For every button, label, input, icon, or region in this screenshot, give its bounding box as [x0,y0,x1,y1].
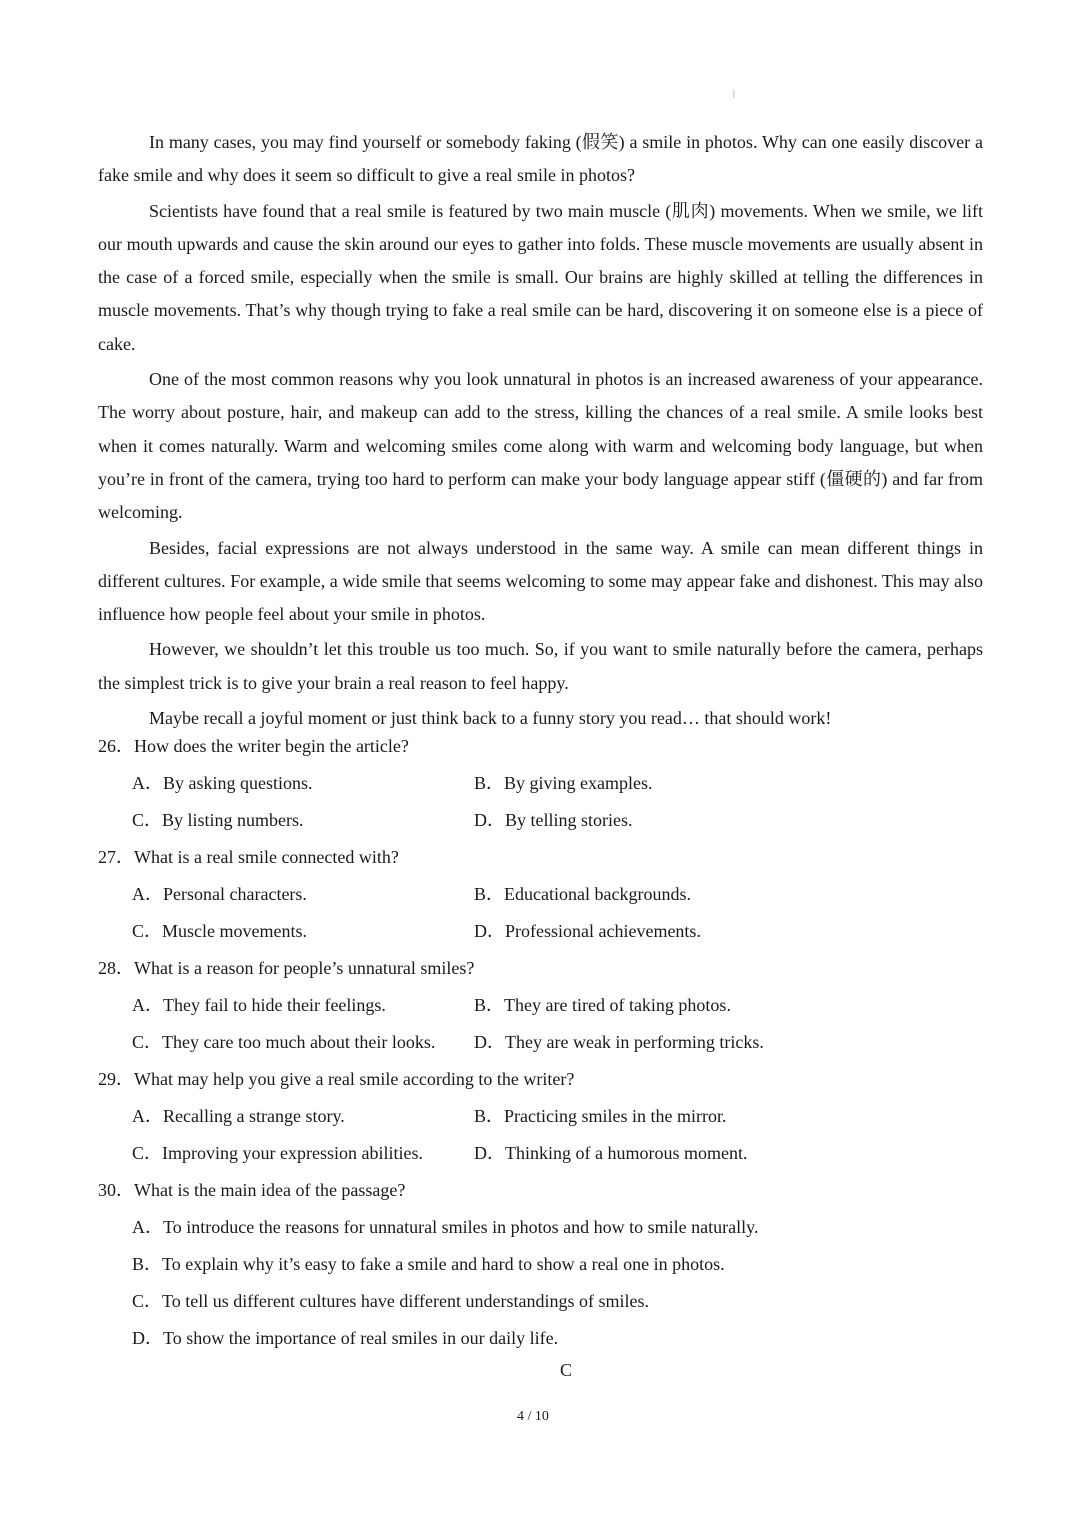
option-row [98,1024,983,1061]
option-a[interactable]: A．Personal characters. [132,884,307,904]
option-row [98,802,983,839]
option-b[interactable]: B．Practicing smiles in the mirror. [474,1106,727,1126]
option-row [98,1135,983,1172]
option-c[interactable]: C．By listing numbers. [132,810,304,830]
option-d[interactable]: D．To show the importance of real smiles in our daily life. [132,1328,559,1348]
question-26 [98,728,983,839]
option-d[interactable]: D．Thinking of a humorous moment. [474,1143,748,1163]
option-b[interactable]: B．They are tired of taking photos. [474,995,731,1015]
option-a[interactable]: A．Recalling a strange story. [132,1106,345,1126]
option-c[interactable]: C．Improving your expression abilities. [132,1143,423,1163]
question-stem: 30．What is the main idea of the passage? [98,1180,406,1200]
option-b[interactable]: B．To explain why it’s easy to fake a smile and hard to show a real one in photos. [132,1254,725,1274]
option-row [98,1098,983,1135]
option-b[interactable]: B．Educational backgrounds. [474,884,691,904]
section-heading: C [559,1360,572,1380]
option-d[interactable]: D．They are weak in performing tricks. [474,1032,764,1052]
question-29 [98,1061,983,1172]
option-a[interactable]: A．They fail to hide their feelings. [132,995,386,1015]
option-c[interactable]: C．They care too much about their looks. [132,1032,436,1052]
page-mark: | [733,88,735,98]
passage-paragraph-6: Maybe recall a joyful moment or just think back to a funny story you read… that should work! [149,708,832,729]
option-row [98,876,983,913]
question-stem: 29．What may help you give a real smile according to the writer? [98,1069,575,1089]
passage-paragraph-3: One of the most common reasons why you look unnatural in photos is an increased awareness of your appearance. The worry about posture, hair, and makeup can add to the stress, killing the chances of a real smile. A smile looks best when it comes naturally. Warm and welcoming smiles come along with warm and welcoming body language, but when you’re in front of the camera, trying too hard to perform can make your body language appear stiff (僵硬的) and far from welcoming. [98,369,983,523]
option-b[interactable]: B．By giving examples. [474,773,653,793]
option-d[interactable]: D．By telling stories. [474,810,633,830]
passage-paragraph-4: Besides, facial expressions are not always understood in the same way. A smile can mean different things in different cultures. For example, a wide smile that seems welcoming to some may appear fake and dishonest. This may also influence how people feel about your smile in photos. [98,537,983,625]
option-row [98,913,983,950]
reading-passage [98,126,983,737]
passage-paragraph-1: In many cases, you may find yourself or somebody faking (假笑) a smile in photos. Why can one easily discover a fake smile and why does it seem so difficult to give a real smile in photos? [98,132,983,186]
passage-paragraph-2: Scientists have found that a real smile is featured by two main muscle (肌肉) movements. When we smile, we lift our mouth upwards and cause the skin around our eyes to gather into folds. These muscle movements are usually absent in the case of a forced smile, especially when the smile is small. Our brains are highly skilled at telling the differences in muscle movements. That’s why though trying to fake a real smile can be hard, discovering it on someone else is a piece of cake. [98,200,983,354]
question-stem: 27．What is a real smile connected with? [98,847,399,867]
question-27 [98,839,983,950]
question-list [98,728,983,1357]
option-a[interactable]: A．By asking questions. [132,773,313,793]
question-stem: 26．How does the writer begin the article? [98,736,409,756]
option-c[interactable]: C．Muscle movements. [132,921,307,941]
option-row [98,987,983,1024]
option-row [98,765,983,802]
question-stem: 28．What is a reason for people’s unnatural smiles? [98,958,475,978]
option-a[interactable]: A．To introduce the reasons for unnatural smiles in photos and how to smile naturally. [132,1217,759,1237]
option-c[interactable]: C．To tell us different cultures have different understandings of smiles. [132,1291,649,1311]
passage-paragraph-5: However, we shouldn’t let this trouble us too much. So, if you want to smile naturally before the camera, perhaps the simplest trick is to give your brain a real reason to feel happy. [98,639,983,693]
page-number: 4 / 10 [517,1409,549,1424]
question-28 [98,950,983,1061]
question-30 [98,1172,983,1357]
option-d[interactable]: D．Professional achievements. [474,921,701,941]
